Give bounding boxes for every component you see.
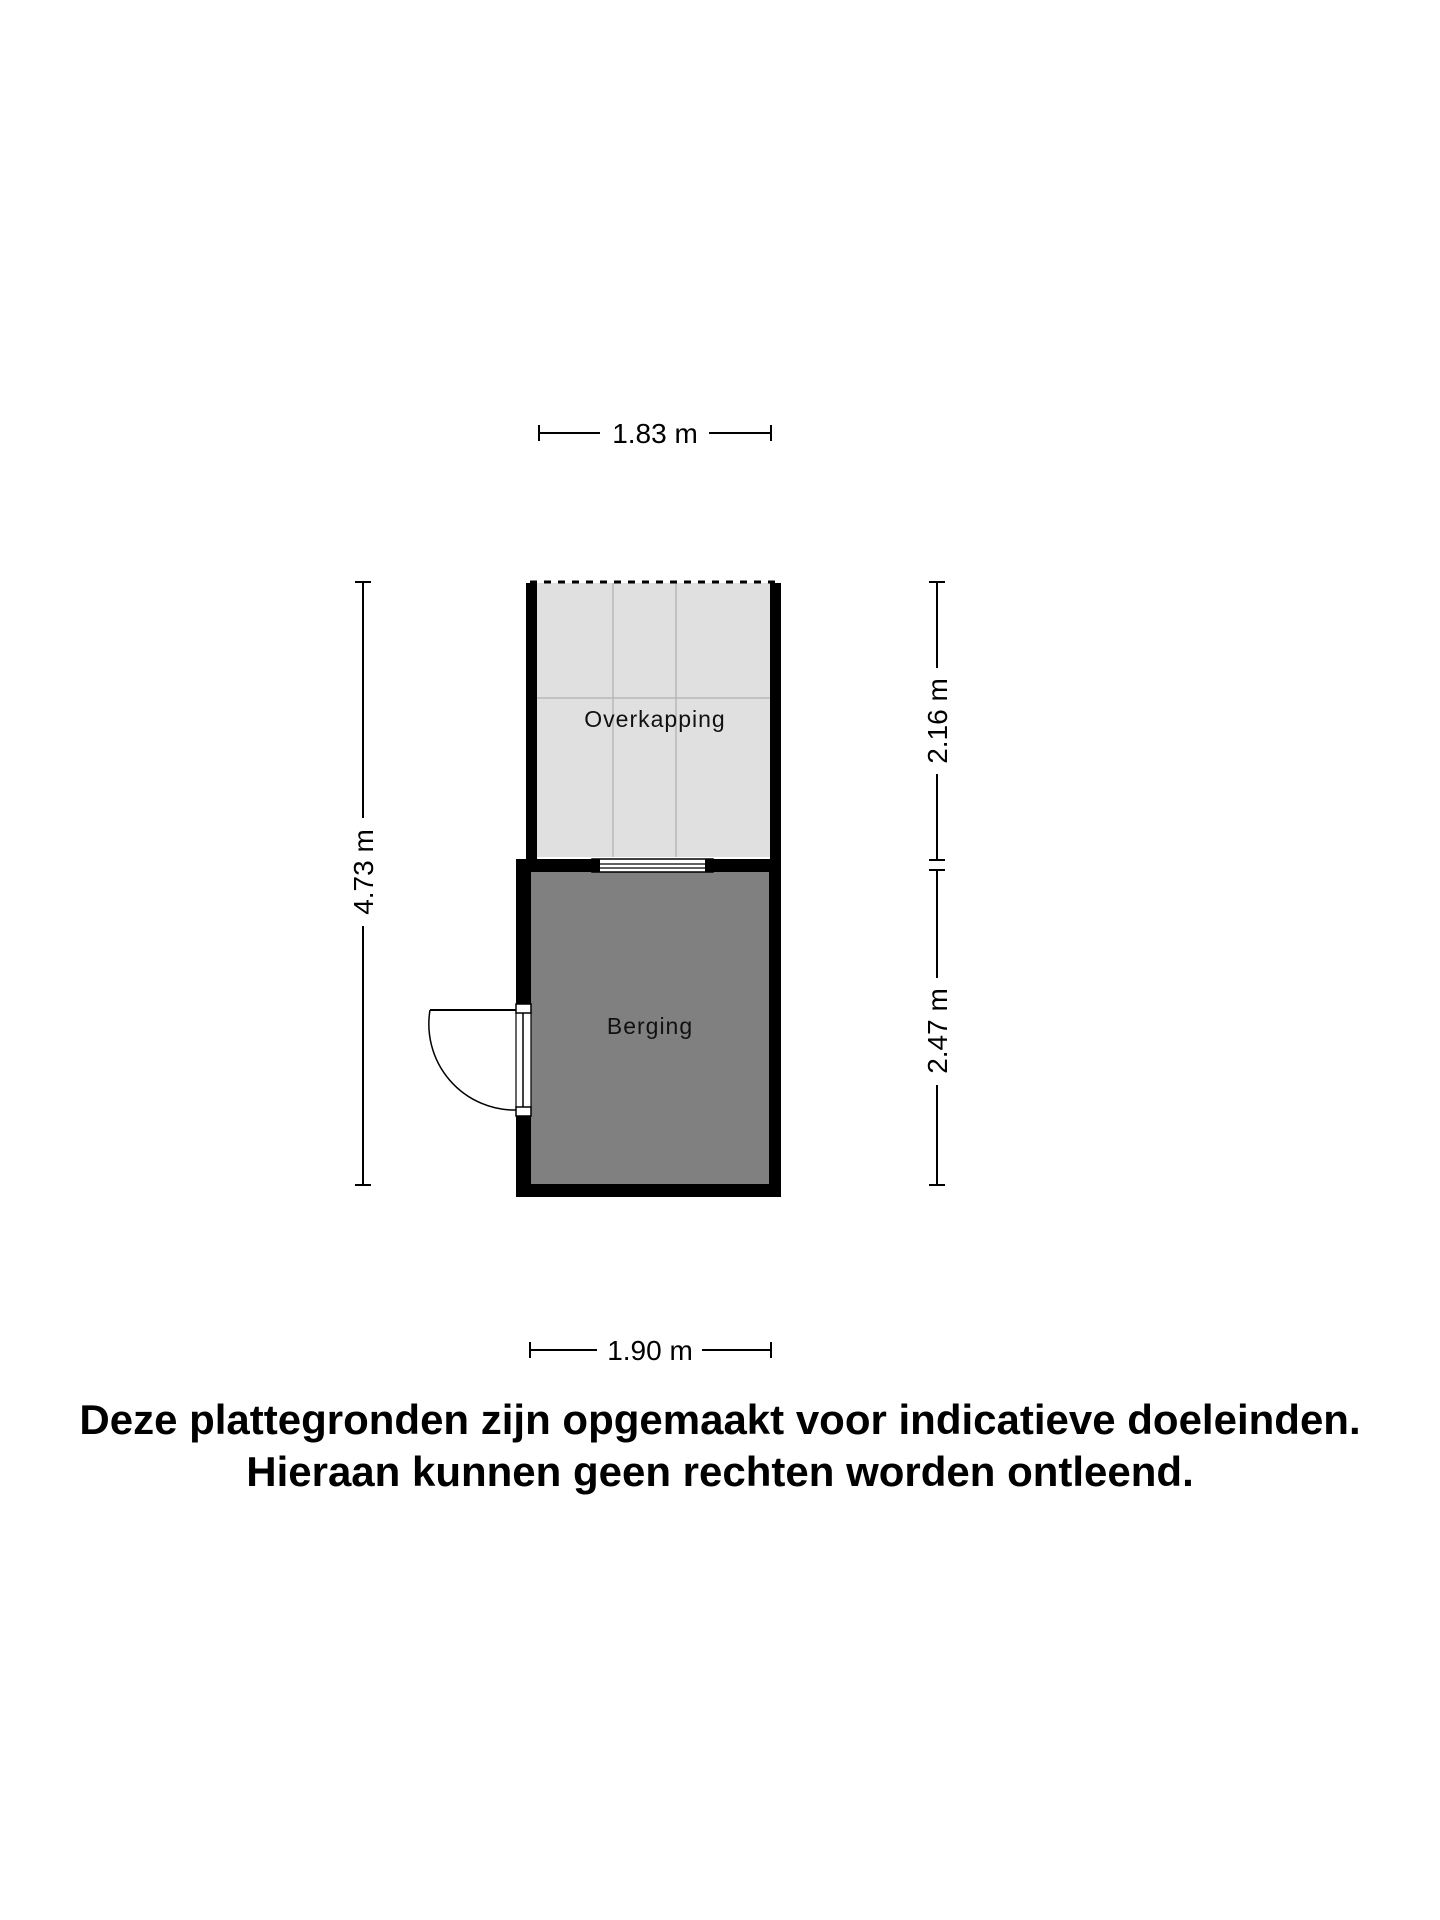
window (592, 859, 713, 872)
dimension-bottom-width-label: 1.90 m (607, 1335, 693, 1366)
disclaimer-line-2: Hieraan kunnen geen rechten worden ontleend. (246, 1448, 1194, 1495)
dimension-top-width (539, 418, 771, 449)
room-berging (429, 859, 781, 1197)
dimension-total-height (348, 582, 379, 1185)
dimension-lower-height (922, 870, 953, 1185)
door (429, 1004, 531, 1116)
dimension-upper-height (922, 582, 953, 860)
room-label-overkapping: Overkapping (584, 706, 726, 732)
dimension-total-height-label: 4.73 m (348, 829, 379, 915)
overkapping-wall-right (770, 583, 781, 860)
dimension-lower-height-label: 2.47 m (922, 988, 953, 1074)
dimension-bottom-width (530, 1335, 771, 1366)
disclaimer-line-1: Deze plattegronden zijn opgemaakt voor indicatieve doeleinden. (79, 1396, 1361, 1443)
dimension-top-width-label: 1.83 m (612, 418, 698, 449)
room-label-berging: Berging (606, 1013, 694, 1039)
room-overkapping (526, 582, 781, 860)
dimension-upper-height-label: 2.16 m (922, 678, 953, 764)
overkapping-wall-left (526, 583, 537, 860)
